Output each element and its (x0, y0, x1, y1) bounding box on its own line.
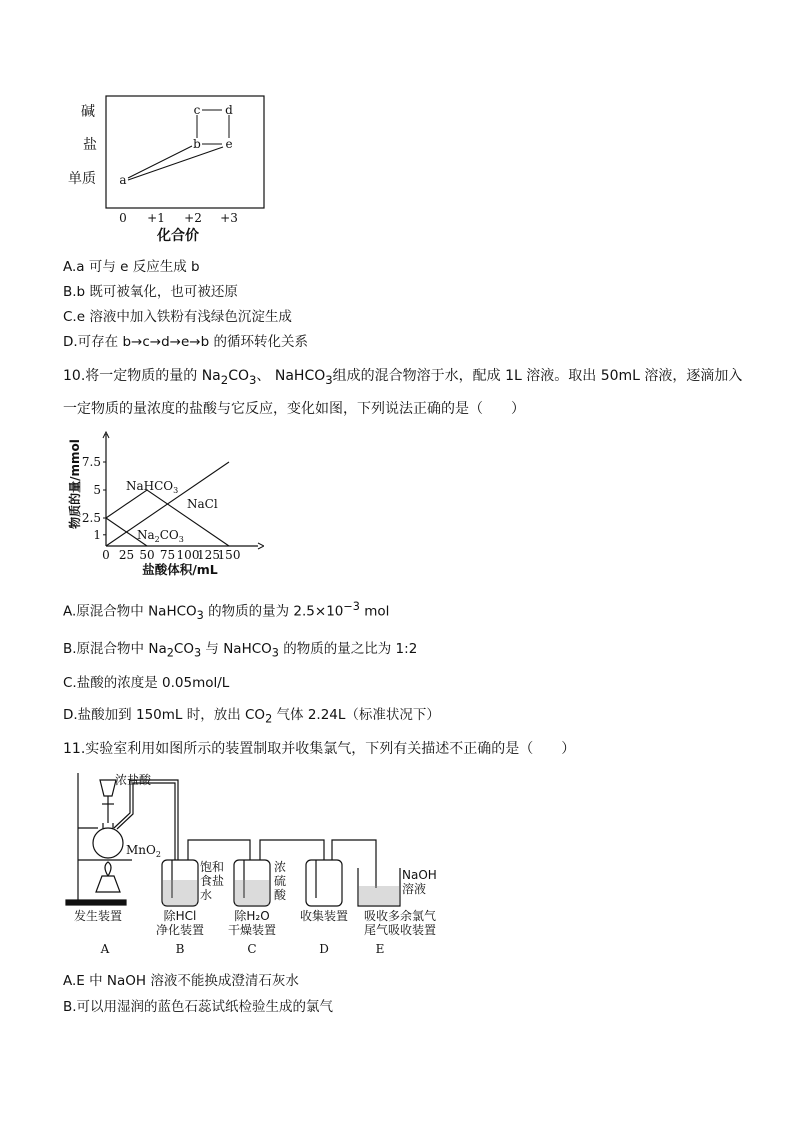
line-a-b (128, 146, 192, 178)
x-axis-label: 盐酸体积/mL (142, 562, 218, 577)
label-d-name: 收集装置 (299, 909, 349, 923)
label-b-name-1: 除HCl (163, 909, 197, 923)
label-a-name: 发生装置 (73, 909, 123, 923)
x-axis-label: 化合价 (157, 228, 199, 244)
line-a-e (128, 147, 223, 180)
label-mno2: MnO$_2$ (126, 843, 161, 859)
q9-option-a: A.a 可与 e 反应生成 b (63, 259, 200, 275)
x-axis-arrow (258, 543, 264, 549)
y-label-base: 碱 (81, 104, 95, 120)
x-tick: 0 (119, 211, 127, 225)
x-tick-label: 0 (102, 548, 110, 562)
point-b: b (193, 137, 201, 151)
letter-b: B (175, 942, 185, 956)
q10-chart (64, 424, 264, 579)
series-label-nacl: NaCl (187, 497, 218, 511)
naoh-liquid (359, 886, 399, 905)
label-c-liquid-1: 浓 (274, 860, 287, 874)
label-e-liquid-1: NaOH (402, 868, 437, 882)
point-e: e (225, 137, 233, 151)
alcohol-lamp (96, 876, 120, 892)
label-b-liquid-3: 水 (200, 888, 213, 902)
y-axis-label: 物质的量/mmol (68, 439, 82, 529)
label-c-liquid-2: 硫 (274, 874, 287, 888)
series-label-nahco3: NaHCO$_3$ (126, 479, 179, 495)
q10-option-d: D.盐酸加到 150mL 时，放出 $CO_2$ 气体 2.24L（标准状况下） (63, 707, 440, 726)
y-tick-label: 5 (93, 483, 101, 497)
label-b-liquid-2: 食盐 (200, 874, 225, 888)
saline-liquid (163, 880, 197, 905)
q11-stem: 11.实验室利用如图所示的装置制取并收集氯气，下列有关描述不正确的是（ ） (63, 741, 576, 757)
q10-option-c: C.盐酸的浓度是 0.05mol/L (63, 675, 230, 691)
x-tick-label: 50 (139, 548, 155, 562)
label-b-name-2: 净化装置 (155, 923, 205, 937)
point-d: d (225, 103, 233, 117)
q9-option-c: C.e 溶液中加入铁粉有浅绿色沉淀生成 (63, 309, 292, 325)
letter-a: A (100, 942, 110, 956)
y-tick-label: 7.5 (81, 455, 101, 469)
q10-stem-line1: 10.将一定物质的量的 $Na_2CO_3$、 NaHCO$_3$组成的混合物溶于水，配成 1L 溶液。取出 50mL 溶液，逐滴加入 (63, 368, 743, 387)
x-tick-label: 75 (159, 548, 176, 562)
letter-d: D (319, 942, 329, 956)
flame-icon (105, 862, 111, 876)
x-tick-label: 125 (197, 548, 220, 562)
q10-stem-line2: 一定物质的量浓度的盐酸与它反应，变化如图，下列说法正确的是（ ） (63, 401, 525, 417)
y-label-salt: 盐 (83, 137, 97, 153)
chlorine-apparatus (60, 768, 460, 963)
x-tick: +2 (184, 211, 202, 225)
letter-c: C (247, 942, 257, 956)
y-tick-label: 2.5 (81, 511, 101, 525)
diagram-frame (106, 96, 264, 208)
tube-b-c (188, 840, 250, 860)
q11-option-a: A.E 中 NaOH 溶液不能换成澄清石灰水 (63, 973, 299, 989)
separatory-funnel (100, 780, 116, 796)
label-c-name-2: 干燥装置 (227, 923, 277, 937)
x-tick-label: 150 (217, 548, 241, 562)
label-conc-hcl: 浓盐酸 (115, 773, 152, 787)
q10-option-a: A.原混合物中 NaHCO$_3$ 的物质的量为 $2.5\times 10^{-3}$ mol (63, 600, 390, 623)
q10-option-b: B.原混合物中 $Na_2CO_3$ 与 NaHCO$_3$ 的物质的量之比为 1:2 (63, 641, 418, 660)
series-label-na2co3: $Na_2CO_3$ (137, 528, 184, 544)
label-c-liquid-3: 酸 (274, 888, 287, 902)
label-e-liquid-2: 溶液 (402, 882, 427, 896)
iron-stand-base (66, 900, 126, 905)
point-c: c (193, 103, 201, 117)
q9-option-d: D.可存在 b→c→d→e→b 的循环转化关系 (63, 334, 308, 350)
q11-option-b: B.可以用湿润的蓝色石蕊试纸检验生成的氯气 (63, 999, 334, 1015)
x-tick: +3 (220, 211, 238, 225)
y-label-element: 单质 (68, 171, 96, 187)
x-tick: +1 (147, 211, 165, 225)
acid-liquid (235, 880, 269, 905)
x-tick-label: 25 (118, 548, 135, 562)
bottle-d (306, 860, 342, 906)
tube-d-e (332, 840, 376, 888)
tube-c-d (260, 840, 324, 860)
x-tick-label: 100 (176, 548, 200, 562)
letter-e: E (375, 942, 385, 956)
label-e-name-2: 尾气吸收装置 (363, 923, 437, 937)
round-bottom-flask (93, 828, 123, 858)
label-c-name-1: 除H₂O (234, 909, 270, 923)
label-e-name-1: 吸收多余氯气 (363, 909, 437, 923)
y-tick-label: 1 (93, 527, 101, 542)
valence-class-diagram (60, 90, 280, 250)
point-a: a (119, 173, 127, 187)
label-b-liquid-1: 饱和 (200, 860, 225, 874)
q9-option-b: B.b 既可被氧化，也可被还原 (63, 284, 238, 300)
